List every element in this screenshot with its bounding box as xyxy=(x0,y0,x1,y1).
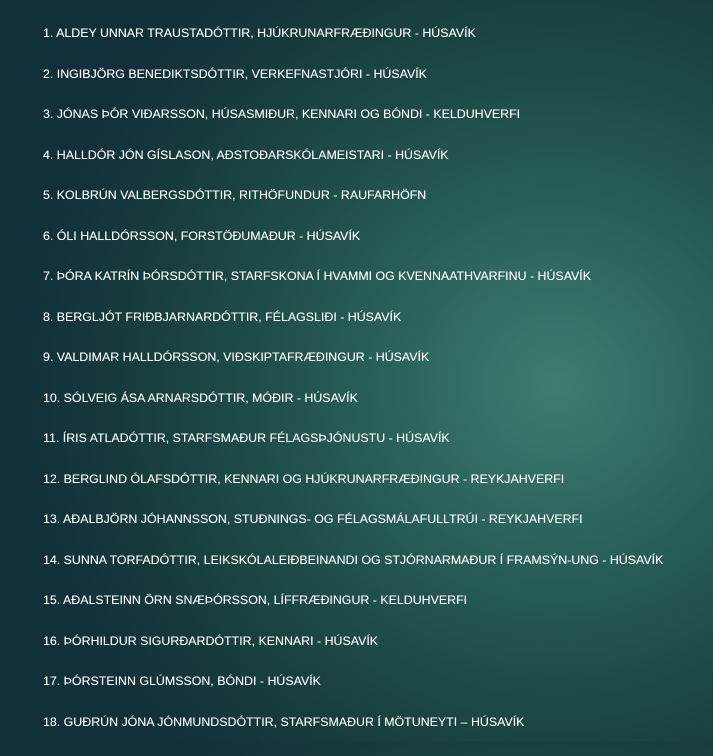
list-item: 16. ÞÓRHILDUR SIGURÐARDÓTTIR, KENNARI - HÚSAVÍK xyxy=(43,635,663,676)
list-item: 5. KOLBRÚN VALBERGSDÓTTIR, RITHÖFUNDUR - RAUFARHÖFN xyxy=(43,189,663,230)
list-item: 8. BERGLJÓT FRIÐBJARNARDÓTTIR, FÉLAGSLIÐI - HÚSAVÍK xyxy=(43,311,663,352)
list-item: 9. VALDIMAR HALLDÓRSSON, VIÐSKIPTAFRÆÐINGUR - HÚSAVÍK xyxy=(43,351,663,392)
list-item: 13. AÐALBJÖRN JÓHANNSSON, STUÐNINGS- OG FÉLAGSMÁLAFULLTRÚI - REYKJAHVERFI xyxy=(43,513,663,554)
candidate-list xyxy=(43,27,663,756)
list-item: 11. ÍRIS ATLADÓTTIR, STARFSMAÐUR FÉLAGSÞJÓNUSTU - HÚSAVÍK xyxy=(43,432,663,473)
list-item: 1. ALDEY UNNAR TRAUSTADÓTTIR, HJÚKRUNARFRÆÐINGUR - HÚSAVÍK xyxy=(43,27,663,68)
list-item: 18. GUÐRÚN JÓNA JÓNMUNDSDÓTTIR, STARFSMAÐUR Í MÖTUNEYTI – HÚSAVÍK xyxy=(43,716,663,756)
list-item: 2. INGIBJÖRG BENEDIKTSDÓTTIR, VERKEFNASTJÓRI - HÚSAVÍK xyxy=(43,68,663,109)
list-item: 10. SÓLVEIG ÁSA ARNARSDÓTTIR, MÓÐIR - HÚSAVÍK xyxy=(43,392,663,433)
list-item: 6. ÓLI HALLDÓRSSON, FORSTÖÐUMAÐUR - HÚSAVÍK xyxy=(43,230,663,271)
list-item: 7. ÞÓRA KATRÍN ÞÓRSDÓTTIR, STARFSKONA Í HVAMMI OG KVENNAATHVARFINU - HÚSAVÍK xyxy=(43,270,663,311)
list-item: 15. AÐALSTEINN ÖRN SNÆÞÓRSSON, LÍFFRÆÐINGUR - KELDUHVERFI xyxy=(43,594,663,635)
list-item: 12. BERGLIND ÓLAFSDÓTTIR, KENNARI OG HJÚKRUNARFRÆÐINGUR - REYKJAHVERFI xyxy=(43,473,663,514)
list-item: 3. JÓNAS ÞÓR VIÐARSSON, HÚSASMIÐUR, KENNARI OG BÓNDI - KELDUHVERFI xyxy=(43,108,663,149)
list-item: 14. SUNNA TORFADÓTTIR, LEIKSKÓLALEIÐBEINANDI OG STJÓRNARMAÐUR Í FRAMSÝN-UNG - HÚSAVÍK xyxy=(43,554,663,595)
list-item: 4. HALLDÓR JÓN GÍSLASON, AÐSTOÐARSKÓLAMEISTARI - HÚSAVÍK xyxy=(43,149,663,190)
list-item: 17. ÞÓRSTEINN GLÚMSSON, BÓNDI - HÚSAVÍK xyxy=(43,675,663,716)
